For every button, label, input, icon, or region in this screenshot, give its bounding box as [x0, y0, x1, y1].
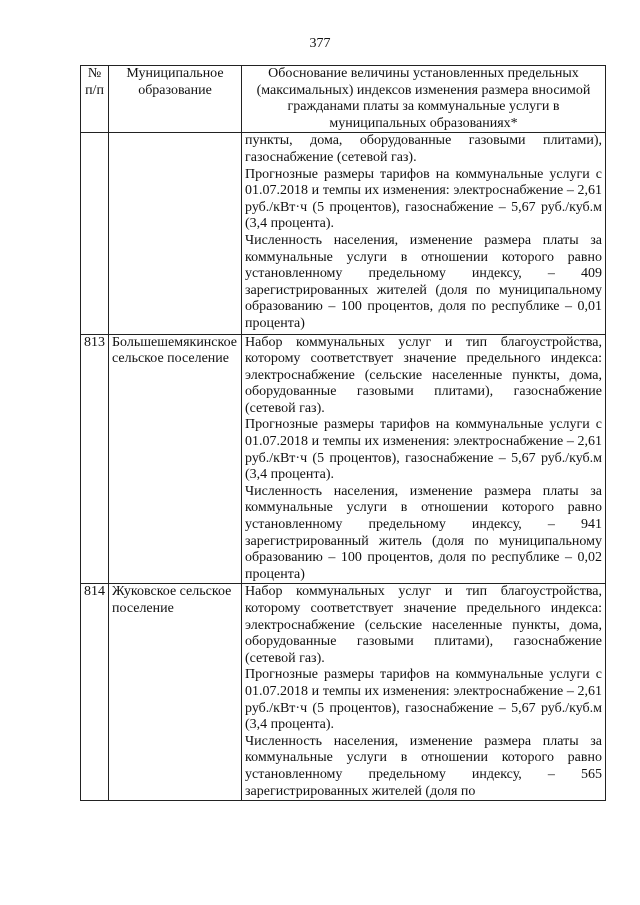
table-row: [81, 584, 606, 801]
header-number: № п/п: [81, 66, 109, 133]
row-number: [81, 133, 109, 334]
tariff-index-table: [80, 65, 606, 801]
paragraph-population: Численность населения, изменение размера платы за коммунальные услуги в отношении которого равно установленному предельному индексу, – 409 зарегистрированных жителей (доля по муниципальному образованию – 100 процентов, доля по республике – 0,01 процента): [245, 232, 602, 331]
row-municipality: Жуковское сельское поселение: [109, 584, 242, 801]
paragraph-services: Набор коммунальных услуг и тип благоустройства, которому соответствует значение предельного индекса: электроснабжение (сельские населенные пункты, дома, оборудованные газовыми плитами), газоснабжение (сетевой газ).: [245, 334, 602, 416]
row-number: 813: [81, 334, 109, 584]
paragraph-services: Набор коммунальных услуг и тип благоустройства, которому соответствует значение предельного индекса: электроснабжение (сельские населенные пункты, дома, оборудованные газовыми плитами), газоснабжение (сетевой газ).: [245, 584, 602, 666]
paragraph-tariffs: Прогнозные размеры тарифов на коммунальные услуги с 01.07.2018 и темпы их изменения: электроснабжение – 2,61 руб./кВт·ч (5 процентов), газоснабжение – 5,67 руб./куб.м (3,4 процента).: [245, 166, 602, 232]
paragraph-population: Численность населения, изменение размера платы за коммунальные услуги в отношении которого равно установленному предельному индексу, – 941 зарегистрированный житель (доля по муниципальному образованию – 100 процентов, доля по республике – 0,02 процента): [245, 483, 602, 582]
paragraph-population: Численность населения, изменение размера платы за коммунальные услуги в отношении которого равно установленному предельному индексу, – 565 зарегистрированных жителей (доля по: [245, 733, 602, 799]
table-row: [81, 133, 606, 334]
row-justification: [242, 133, 606, 334]
row-number: 814: [81, 584, 109, 801]
paragraph-tariffs: Прогнозные размеры тарифов на коммунальные услуги с 01.07.2018 и темпы их изменения: электроснабжение – 2,61 руб./кВт·ч (5 процентов), газоснабжение – 5,67 руб./куб.м (3,4 процента).: [245, 417, 602, 483]
table-header-row: [81, 66, 606, 133]
paragraph-tariffs: Прогнозные размеры тарифов на коммунальные услуги с 01.07.2018 и темпы их изменения: электроснабжение – 2,61 руб./кВт·ч (5 процентов), газоснабжение – 5,67 руб./куб.м (3,4 процента).: [245, 667, 602, 733]
header-justification: Обоснование величины установленных предельных (максимальных) индексов изменения размера вносимой гражданами платы за коммунальные услуги в муниципальных образованиях*: [242, 66, 606, 133]
header-municipality: Муниципальное образование: [109, 66, 242, 133]
paragraph-services: пункты, дома, оборудованные газовыми плитами), газоснабжение (сетевой газ).: [245, 133, 602, 165]
table-row: [81, 334, 606, 584]
row-justification: [242, 584, 606, 801]
row-justification: [242, 334, 606, 584]
row-municipality: [109, 133, 242, 334]
page-number: 377: [309, 36, 331, 51]
row-municipality: Большешемякинское сельское поселение: [109, 334, 242, 584]
